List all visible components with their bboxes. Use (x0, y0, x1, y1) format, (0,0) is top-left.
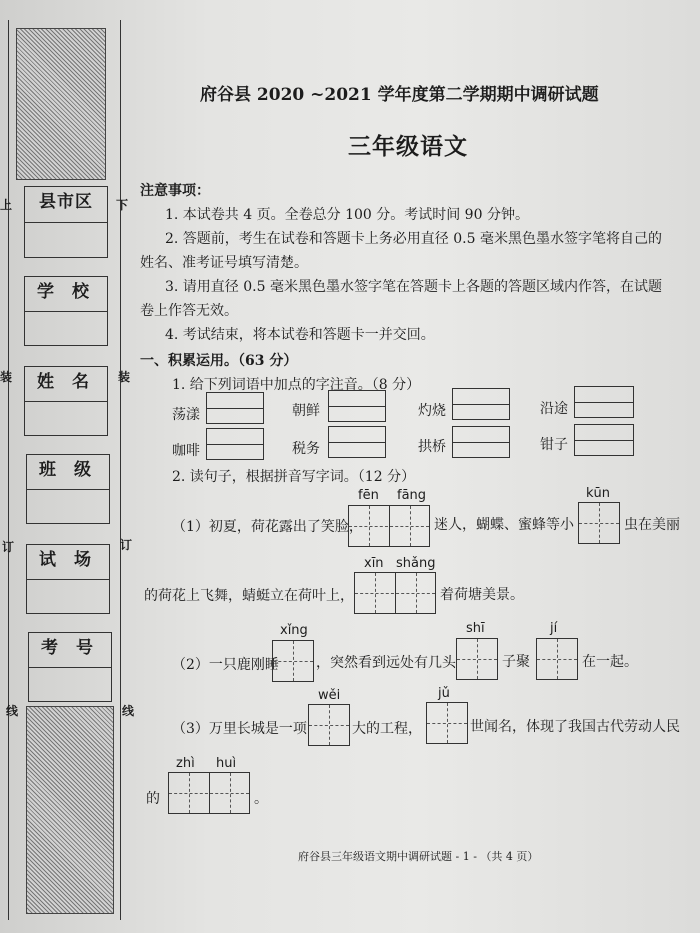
grid-wei[interactable] (308, 704, 350, 746)
field-name-label: 姓 名 (25, 367, 107, 402)
exam-title: 府谷县 2020 ~2021 学年度第二学期期中调研试题 (200, 85, 599, 105)
q2-s3-part-d: 的 (146, 791, 160, 807)
pinyin-kun: kūn (586, 486, 611, 501)
q2-s2-part-b: ，突然看到远处有几头 (316, 655, 456, 671)
subject-title: 三年级语文 (348, 133, 468, 160)
field-class-box[interactable] (26, 454, 110, 524)
field-county-box[interactable] (24, 186, 108, 258)
field-school-label: 学 校 (25, 277, 107, 312)
answer-box-dangyang[interactable] (206, 392, 264, 424)
pinyin-shi: shī (466, 621, 485, 636)
note-2-cont: 姓名、准考证号填写清楚。 (140, 255, 308, 271)
pinyin-zhi: zhì (176, 756, 195, 771)
note-2: 2. 答题前，考生在试卷和答题卡上务必用直径 0.5 毫米黑色墨水签字笔将自己的 (165, 231, 662, 247)
field-number-label: 考 号 (29, 633, 111, 668)
binding-line-right (120, 20, 121, 920)
q2-s3-part-e: 。 (254, 791, 268, 807)
binding-mark-ding-left: 订 (2, 540, 15, 554)
binding-mark-shang: 上 (0, 198, 13, 212)
page-footer: 府谷县三年级语文期中调研试题 - 1 - （共 4 页） (298, 850, 539, 863)
word-kafei: 咖啡 (172, 443, 200, 459)
note-4: 4. 考试结束，将本试卷和答题卡一并交回。 (165, 327, 435, 343)
pinyin-ji: jí (550, 621, 558, 636)
grid-kun[interactable] (578, 502, 620, 544)
word-qianzi: 钳子 (540, 437, 568, 453)
binding-mark-zhuang-left: 装 (0, 370, 13, 384)
q2-s2-part-a: （2）一只鹿刚睡 (172, 657, 279, 673)
binding-mark-xia: 下 (116, 198, 129, 212)
q2-s3-part-b: 大的工程， (352, 721, 422, 737)
pinyin-ju: jǔ (438, 686, 450, 701)
q2-prompt: 2. 读句子，根据拼音写字词。（12 分） (172, 469, 416, 485)
notes-heading: 注意事项： (140, 183, 210, 199)
grid-xinshang[interactable] (354, 572, 436, 614)
q2-s1-part-a: （1）初夏，荷花露出了笑脸， (172, 519, 363, 535)
note-1: 1. 本试卷共 4 页。全卷总分 100 分。考试时间 90 分钟。 (165, 207, 529, 223)
field-number-box[interactable] (28, 632, 112, 702)
binding-mark-xian-left: 线 (6, 704, 19, 718)
q1-prompt: 1. 给下列词语中加点的字注音。（8 分） (172, 377, 421, 393)
field-school-box[interactable] (24, 276, 108, 346)
binding-mark-xian-right: 线 (122, 704, 135, 718)
hatched-binding-block-bottom (26, 706, 114, 914)
q2-s3-part-c: 世闻名，体现了我国古代劳动人民 (470, 719, 680, 735)
section-1-title: 一、积累运用。（63 分） (140, 353, 298, 369)
pinyin-wei: wěi (318, 688, 341, 703)
q2-s1-part-d: 的荷花上飞舞，蜻蜓立在荷叶上， (144, 588, 354, 604)
field-name-box[interactable] (24, 366, 108, 436)
answer-box-shuiwu[interactable] (328, 426, 386, 458)
q2-s1-part-e: 着荷塘美景。 (440, 587, 524, 603)
answer-box-zhuoshao[interactable] (452, 388, 510, 420)
binding-mark-ding-right: 订 (120, 538, 133, 552)
field-room-box[interactable] (26, 544, 110, 614)
grid-ju[interactable] (426, 702, 468, 744)
grid-xing[interactable] (272, 640, 314, 682)
binding-line-left (8, 20, 9, 920)
q2-s2-part-d: 在一起。 (582, 654, 638, 670)
answer-box-chaoxian[interactable] (328, 390, 386, 422)
field-county-label: 县市区 (25, 187, 107, 223)
word-yantu: 沿途 (540, 401, 568, 417)
q2-s1-part-b: 迷人，蝴蝶、蜜蜂等小 (434, 517, 574, 533)
note-3: 3. 请用直径 0.5 毫米黑色墨水签字笔在答题卡上各题的答题区域内作答，在试题 (165, 279, 662, 295)
pinyin-xin: xīn (364, 556, 384, 571)
pinyin-fen: fēn (358, 488, 379, 503)
grid-shi[interactable] (456, 638, 498, 680)
q2-s3-part-a: （3）万里长城是一项 (172, 721, 307, 737)
grid-ji[interactable] (536, 638, 578, 680)
field-class-label: 班 级 (27, 455, 109, 490)
word-zhuoshao: 灼烧 (418, 403, 446, 419)
pinyin-shang: shǎng (396, 556, 436, 571)
answer-box-qianzi[interactable] (574, 424, 634, 456)
answer-box-gongqiao[interactable] (452, 426, 510, 458)
q2-s2-part-c: 子聚 (502, 654, 530, 670)
word-chaoxian: 朝鲜 (292, 403, 320, 419)
pinyin-hui: huì (216, 756, 237, 771)
answer-box-yantu[interactable] (574, 386, 634, 418)
binding-mark-zhuang-right: 装 (118, 370, 131, 384)
note-3-cont: 卷上作答无效。 (140, 303, 238, 319)
grid-zhihui[interactable] (168, 772, 250, 814)
word-shuiwu: 税务 (292, 441, 320, 457)
answer-box-kafei[interactable] (206, 428, 264, 460)
field-room-label: 试 场 (27, 545, 109, 580)
q2-s1-part-c: 虫在美丽 (624, 517, 680, 533)
word-gongqiao: 拱桥 (418, 439, 446, 455)
pinyin-fang: fāng (397, 488, 427, 503)
pinyin-xing: xǐng (280, 623, 308, 638)
hatched-binding-block-top (16, 28, 106, 180)
word-dangyang: 荡漾 (172, 407, 200, 423)
